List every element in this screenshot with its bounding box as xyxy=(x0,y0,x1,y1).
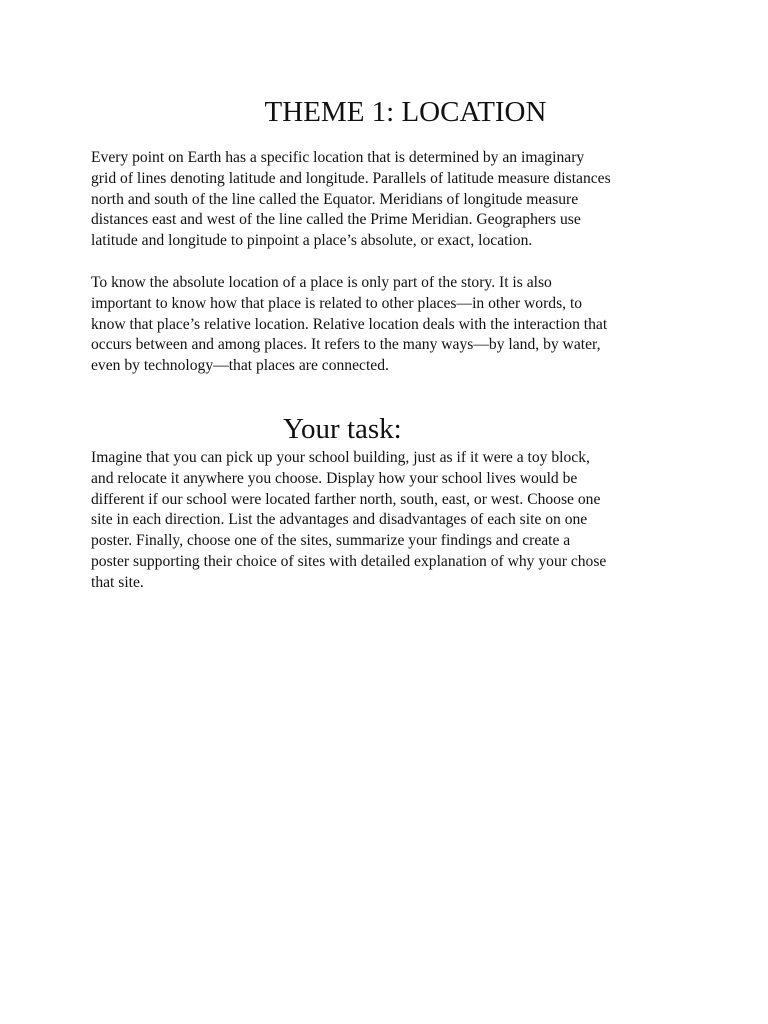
intro-paragraph xyxy=(91,148,691,252)
task-line: site in each direction. List the advantages and disadvantages of each site on one xyxy=(91,511,588,529)
intro-line: Every point on Earth has a specific location that is determined by an imaginary xyxy=(91,149,585,166)
relative-location-paragraph xyxy=(91,273,691,377)
relative-line: even by technology—that places are connected. xyxy=(91,357,389,375)
task-line: that site. xyxy=(91,573,144,591)
relative-line: To know the absolute location of a place is only part of the story. It is also xyxy=(91,274,552,291)
task-line: and relocate it anywhere you choose. Display how your school lives would be xyxy=(91,469,578,487)
relative-line: occurs between and among places. It refers to the many ways—by land, by water, xyxy=(91,336,601,354)
intro-line: latitude and longitude to pinpoint a place’s absolute, or exact, location. xyxy=(91,232,533,250)
intro-line: north and south of the line called the Equator. Meridians of longitude measure xyxy=(91,190,579,208)
task-line: poster supporting their choice of sites with detailed explanation of why your chose xyxy=(91,552,607,570)
intro-line: grid of lines denoting latitude and longitude. Parallels of latitude measure distances xyxy=(91,169,611,187)
task-paragraph xyxy=(91,448,691,594)
task-line: Imagine that you can pick up your school building, just as if it were a toy block, xyxy=(91,449,590,466)
relative-line: know that place’s relative location. Relative location deals with the interaction that xyxy=(91,315,608,333)
task-heading: Your task: xyxy=(283,413,402,445)
task-line: different if our school were located farther north, south, east, or west. Choose one xyxy=(91,490,601,508)
page-title: THEME 1: LOCATION xyxy=(264,96,547,128)
intro-line: distances east and west of the line called the Prime Meridian. Geographers use xyxy=(91,211,581,229)
relative-line: important to know how that place is related to other places—in other words, to xyxy=(91,294,583,312)
task-line: poster. Finally, choose one of the sites, summarize your findings and create a xyxy=(91,532,571,550)
